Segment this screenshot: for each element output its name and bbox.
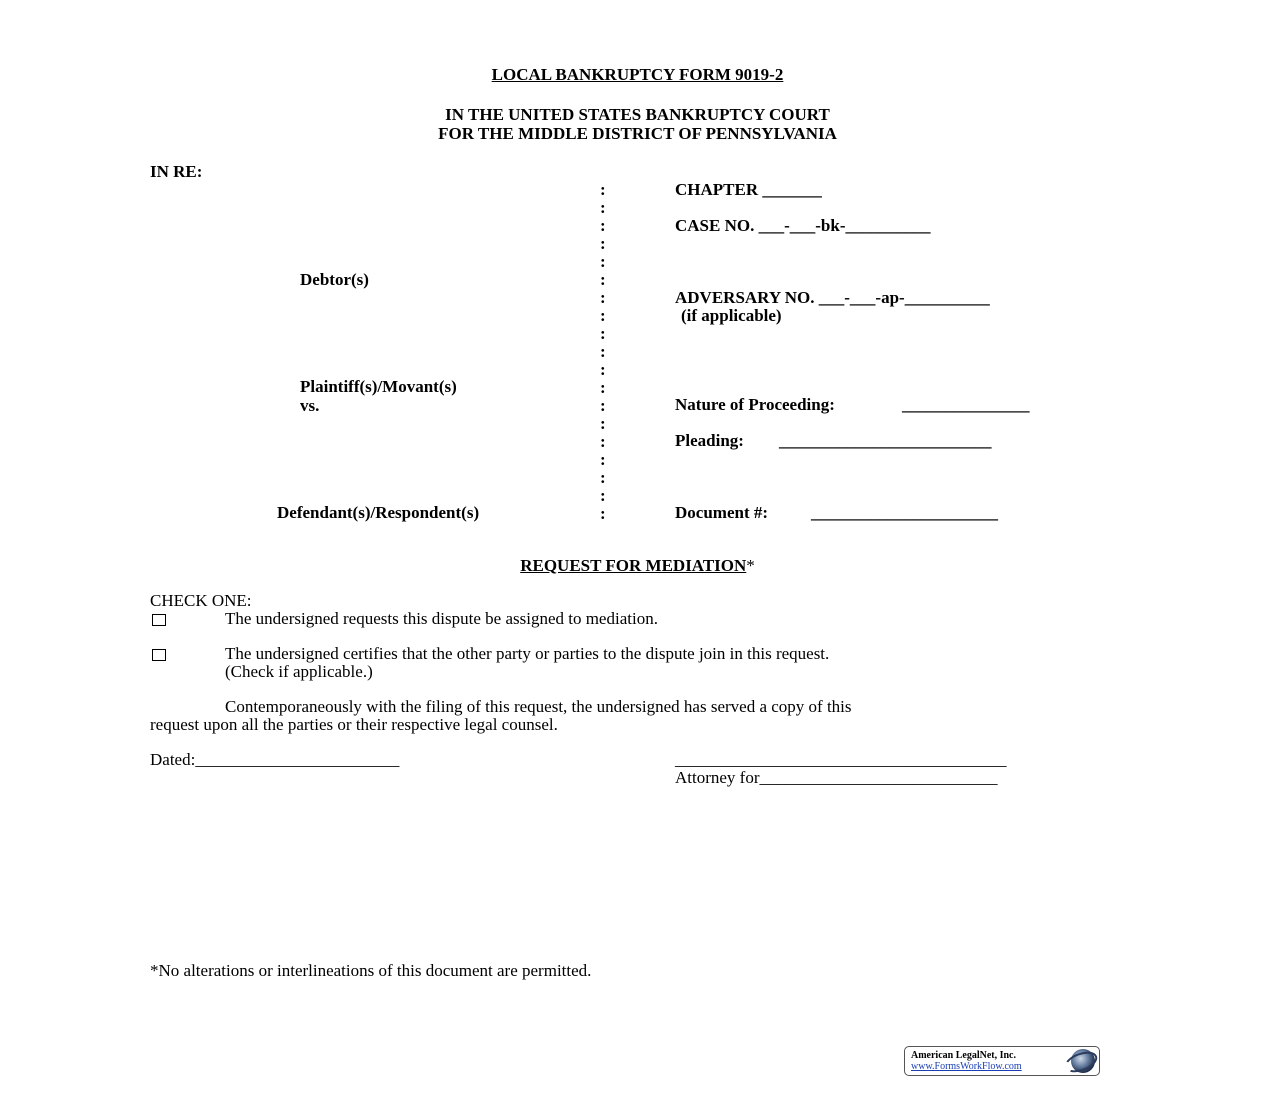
pleading-field[interactable]: _________________________ — [779, 431, 992, 450]
document-number-field[interactable]: ______________________ — [811, 503, 998, 522]
colon: : — [600, 324, 606, 343]
colon: : — [600, 306, 606, 325]
colon: : — [600, 180, 606, 199]
colon: : — [600, 342, 606, 361]
check-one-label: CHECK ONE: — [150, 591, 252, 610]
form-title: LOCAL BANKRUPTCY FORM 9019-2 — [491, 65, 784, 84]
colon: : — [600, 468, 606, 487]
colon: : — [600, 486, 606, 505]
debtor-label: Debtor(s) — [300, 270, 369, 289]
vs-label: vs. — [300, 396, 320, 415]
american-legalnet-logo[interactable] — [904, 1046, 1100, 1076]
mediation-request-option: The undersigned requests this dispute be assigned to mediation. — [225, 609, 658, 628]
colon: : — [600, 378, 606, 397]
request-title-text: REQUEST FOR MEDIATION — [520, 556, 747, 575]
in-re-label: IN RE: — [150, 162, 203, 181]
colon: : — [600, 288, 606, 307]
logo-url-link[interactable]: www.FormsWorkFlow.com — [911, 1061, 1022, 1072]
colon: : — [600, 414, 606, 433]
colon: : — [600, 270, 606, 289]
checkbox-icon[interactable] — [152, 649, 166, 661]
colon: : — [600, 450, 606, 469]
colon: : — [600, 252, 606, 271]
request-title-asterisk: * — [746, 556, 755, 575]
court-name-line1: IN THE UNITED STATES BANKRUPTCY COURT — [445, 105, 830, 124]
logo-company-name: American LegalNet, Inc. — [911, 1050, 1016, 1061]
colon: : — [600, 396, 606, 415]
no-alterations-note: *No alterations or interlineations of this document are permitted. — [150, 961, 592, 980]
attorney-for-field[interactable]: Attorney for____________________________ — [675, 768, 998, 787]
document-number-label: Document #: — [675, 503, 769, 522]
plaintiff-label: Plaintiff(s)/Movant(s) — [300, 377, 457, 396]
nature-of-proceeding-label: Nature of Proceeding: — [675, 395, 835, 414]
pleading-label: Pleading: — [675, 431, 744, 450]
colon: : — [600, 198, 606, 217]
join-certification-note: (Check if applicable.) — [225, 662, 373, 681]
join-certification-option: The undersigned certifies that the other party or parties to the dispute join in this request. — [225, 644, 830, 663]
checkbox-icon[interactable] — [152, 614, 166, 626]
dated-field[interactable]: Dated:________________________ — [150, 750, 400, 769]
request-title — [0, 557, 1275, 575]
colon: : — [600, 234, 606, 253]
signature-line[interactable]: _______________________________________ — [675, 750, 1007, 769]
colon: : — [600, 360, 606, 379]
colon: : — [600, 432, 606, 451]
colon: : — [600, 216, 606, 235]
colon: : — [600, 504, 606, 523]
if-applicable-note: (if applicable) — [681, 306, 782, 325]
adversary-number-field[interactable]: ADVERSARY NO. ___-___-ap-__________ — [675, 288, 990, 307]
service-statement-line1: Contemporaneously with the filing of this request, the undersigned has served a copy of this — [225, 697, 852, 716]
case-number-field[interactable]: CASE NO. ___-___-bk-__________ — [675, 216, 931, 235]
chapter-field[interactable]: CHAPTER _______ — [675, 180, 822, 199]
defendant-label: Defendant(s)/Respondent(s) — [277, 503, 480, 522]
nature-of-proceeding-field[interactable]: _______________ — [902, 395, 1030, 414]
court-name-line2: FOR THE MIDDLE DISTRICT OF PENNSYLVANIA — [438, 124, 837, 143]
service-statement-line2: request upon all the parties or their respective legal counsel. — [150, 715, 558, 734]
